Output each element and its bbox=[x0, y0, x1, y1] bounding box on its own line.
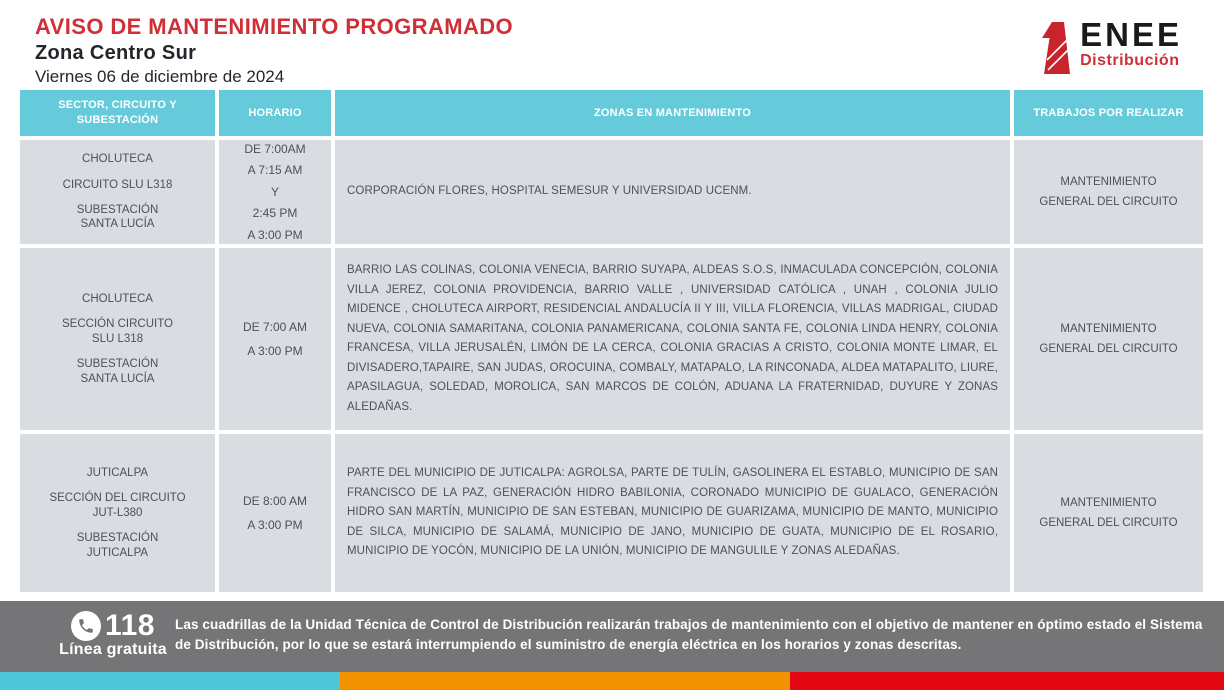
row1-substation-name: SANTA LUCÍA bbox=[80, 218, 155, 231]
row1-trabajos-cell: MANTENIMIENTO GENERAL DEL CIRCUITO bbox=[1014, 140, 1203, 244]
page-title: AVISO DE MANTENIMIENTO PROGRAMADO bbox=[35, 14, 514, 39]
row3-substation-line: SUBESTACIÓN bbox=[76, 532, 159, 545]
phone-icon bbox=[71, 611, 101, 641]
footer-message: Las cuadrillas de la Unidad Técnica de Control de Distribución realizarán trabajos de mantenimiento con el objetivo de mantener en óptimo estado el Sistema de Distribución, por lo que se estará interrumpiendo el suministro de energía eléctrica en los horarios y zonas descritas. bbox=[175, 617, 1203, 653]
row2-sector-line: CHOLUTECA bbox=[82, 293, 153, 306]
col-header-horario: HORARIO bbox=[219, 90, 331, 136]
maintenance-table bbox=[20, 90, 1203, 592]
col-header-zonas: ZONAS EN MANTENIMIENTO bbox=[335, 90, 1010, 136]
stripe-red bbox=[790, 672, 1224, 690]
stripe-cyan bbox=[0, 672, 340, 690]
row3-trabajos-cell: MANTENIMIENTO GENERAL DEL CIRCUITO bbox=[1014, 434, 1203, 592]
date-line: Viernes 06 de diciembre de 2024 bbox=[35, 67, 285, 86]
row1-horario-cell: DE 7:00AM A 7:15 AM Y 2:45 PM A 3:00 PM bbox=[219, 140, 331, 244]
row3-horario-cell: DE 8:00 AM A 3:00 PM bbox=[219, 434, 331, 592]
row3-zonas-cell: PARTE DEL MUNICIPIO DE JUTICALPA: AGROLSA, PARTE DE TULÍN, GASOLINERA EL ESTABLO, MUNICIPIO DE SAN FRANCISCO DE LA PAZ, GENERACIÓN HIDRO BABILONIA, CORONADO MUNICIPIO DE GUALACO, GENERACIÓN HIDRO SAN MARTÍN, MUNICIPIO DE SAN ESTEBAN, MUNICIPIO DE GUARIZAMA, MUNICIPIO DE MANTO, MUNICIPIO DE SILCA, MUNICIPIO DE SALAMÁ, MUNICIPIO DE JANO, MUNICIPIO DE GUATA, MUNICIPIO DE EL ROSARIO, MUNICIPIO DE YOCÓN, MUNICIPIO DE LA UNIÓN, MUNICIPIO DE MANGULILE Y ZONAS ALEDAÑAS. bbox=[335, 434, 1010, 592]
logo-text bbox=[1080, 18, 1182, 70]
logo-name: ENEE bbox=[1080, 16, 1182, 53]
power-tower-icon bbox=[1040, 22, 1074, 79]
row1-sector-cell bbox=[20, 140, 215, 244]
zone-subtitle: Zona Centro Sur bbox=[35, 42, 197, 64]
row2-horario-cell: DE 7:00 AM A 3:00 PM bbox=[219, 248, 331, 430]
row1-zonas-cell: CORPORACIÓN FLORES, HOSPITAL SEMESUR Y UNIVERSIDAD UCENM. bbox=[335, 140, 1010, 244]
row3-circuit-line: SECCIÓN DEL CIRCUITO bbox=[49, 492, 186, 505]
row2-circuit-line: SECCIÓN CIRCUITO bbox=[62, 318, 173, 331]
hotline-block bbox=[48, 609, 178, 659]
row2-trabajos-cell: MANTENIMIENTO GENERAL DEL CIRCUITO bbox=[1014, 248, 1203, 430]
row1-sector-line: CHOLUTECA bbox=[82, 153, 153, 166]
row1-substation-line: SUBESTACIÓN bbox=[76, 204, 159, 216]
stripe-orange bbox=[340, 672, 790, 690]
logo-division: Distribución bbox=[1080, 52, 1180, 69]
bottom-stripes bbox=[0, 672, 1224, 690]
hotline-label: Línea gratuita bbox=[59, 641, 167, 658]
row3-sector-cell: JUTICALPA SECCIÓN DEL CIRCUITO JUT-L380 SUBESTACIÓN JUTICALPA bbox=[20, 434, 215, 592]
row2-sector-cell: CHOLUTECA SECCIÓN CIRCUITO SLU L318 SUBESTACIÓN SANTA LUCÍA bbox=[20, 248, 215, 430]
row2-substation-line: SUBESTACIÓN bbox=[76, 358, 159, 371]
row1-circuit-line: CIRCUITO SLU L318 bbox=[62, 178, 173, 191]
col-header-trabajos: TRABAJOS POR REALIZAR bbox=[1014, 90, 1203, 136]
enee-logo bbox=[1040, 18, 1182, 79]
row2-zonas-cell: BARRIO LAS COLINAS, COLONIA VENECIA, BARRIO SUYAPA, ALDEAS S.O.S, INMACULADA CONCEPCIÓN, COLONIA VILLA JEREZ, COLONIA PROVIDENCIA, BARRIO VALLE , UNIVERSIDAD CATÓLICA , UNAH , COLONIA JULIO MIDENCE , CHOLUTECA AIRPORT, RESIDENCIAL ANDALUCÍA II Y III, VILLA FLORENCIA, VILLAS MADRIGAL, CIUDAD NUEVA, COLONIA SAMARITANA, COLONIA PANAMERICANA, COLONIA SANTA FE, COLONIA LINDA HENRY, COLONIA FRANCESA, VILLA JERUSALÉN, LIMÓN DE LA CERCA, COLONIA GRACIAS A CRISTO, COLONIA MONTE LIMAR, EL DIVISADERO,TAPAIRE, SAN JUDAS, OROCUINA, COMBALY, MATAPALO, LA RINCONADA, ALDEA MATAPALITO, LIURE, APASILAGUA, SOLEDAD, MOROLICA, SAN MARCOS DE COLÓN, ADUANA LA FRATERNIDAD, DUYURE Y ZONAS ALEDAÑAS. bbox=[335, 248, 1010, 430]
row3-sector-line: JUTICALPA bbox=[86, 467, 149, 480]
col-header-sector: SECTOR, CIRCUITO Y SUBESTACIÓN bbox=[20, 90, 215, 136]
footer-bar bbox=[0, 601, 1224, 672]
header-titles bbox=[35, 14, 513, 87]
hotline-number: 118 bbox=[105, 609, 155, 642]
